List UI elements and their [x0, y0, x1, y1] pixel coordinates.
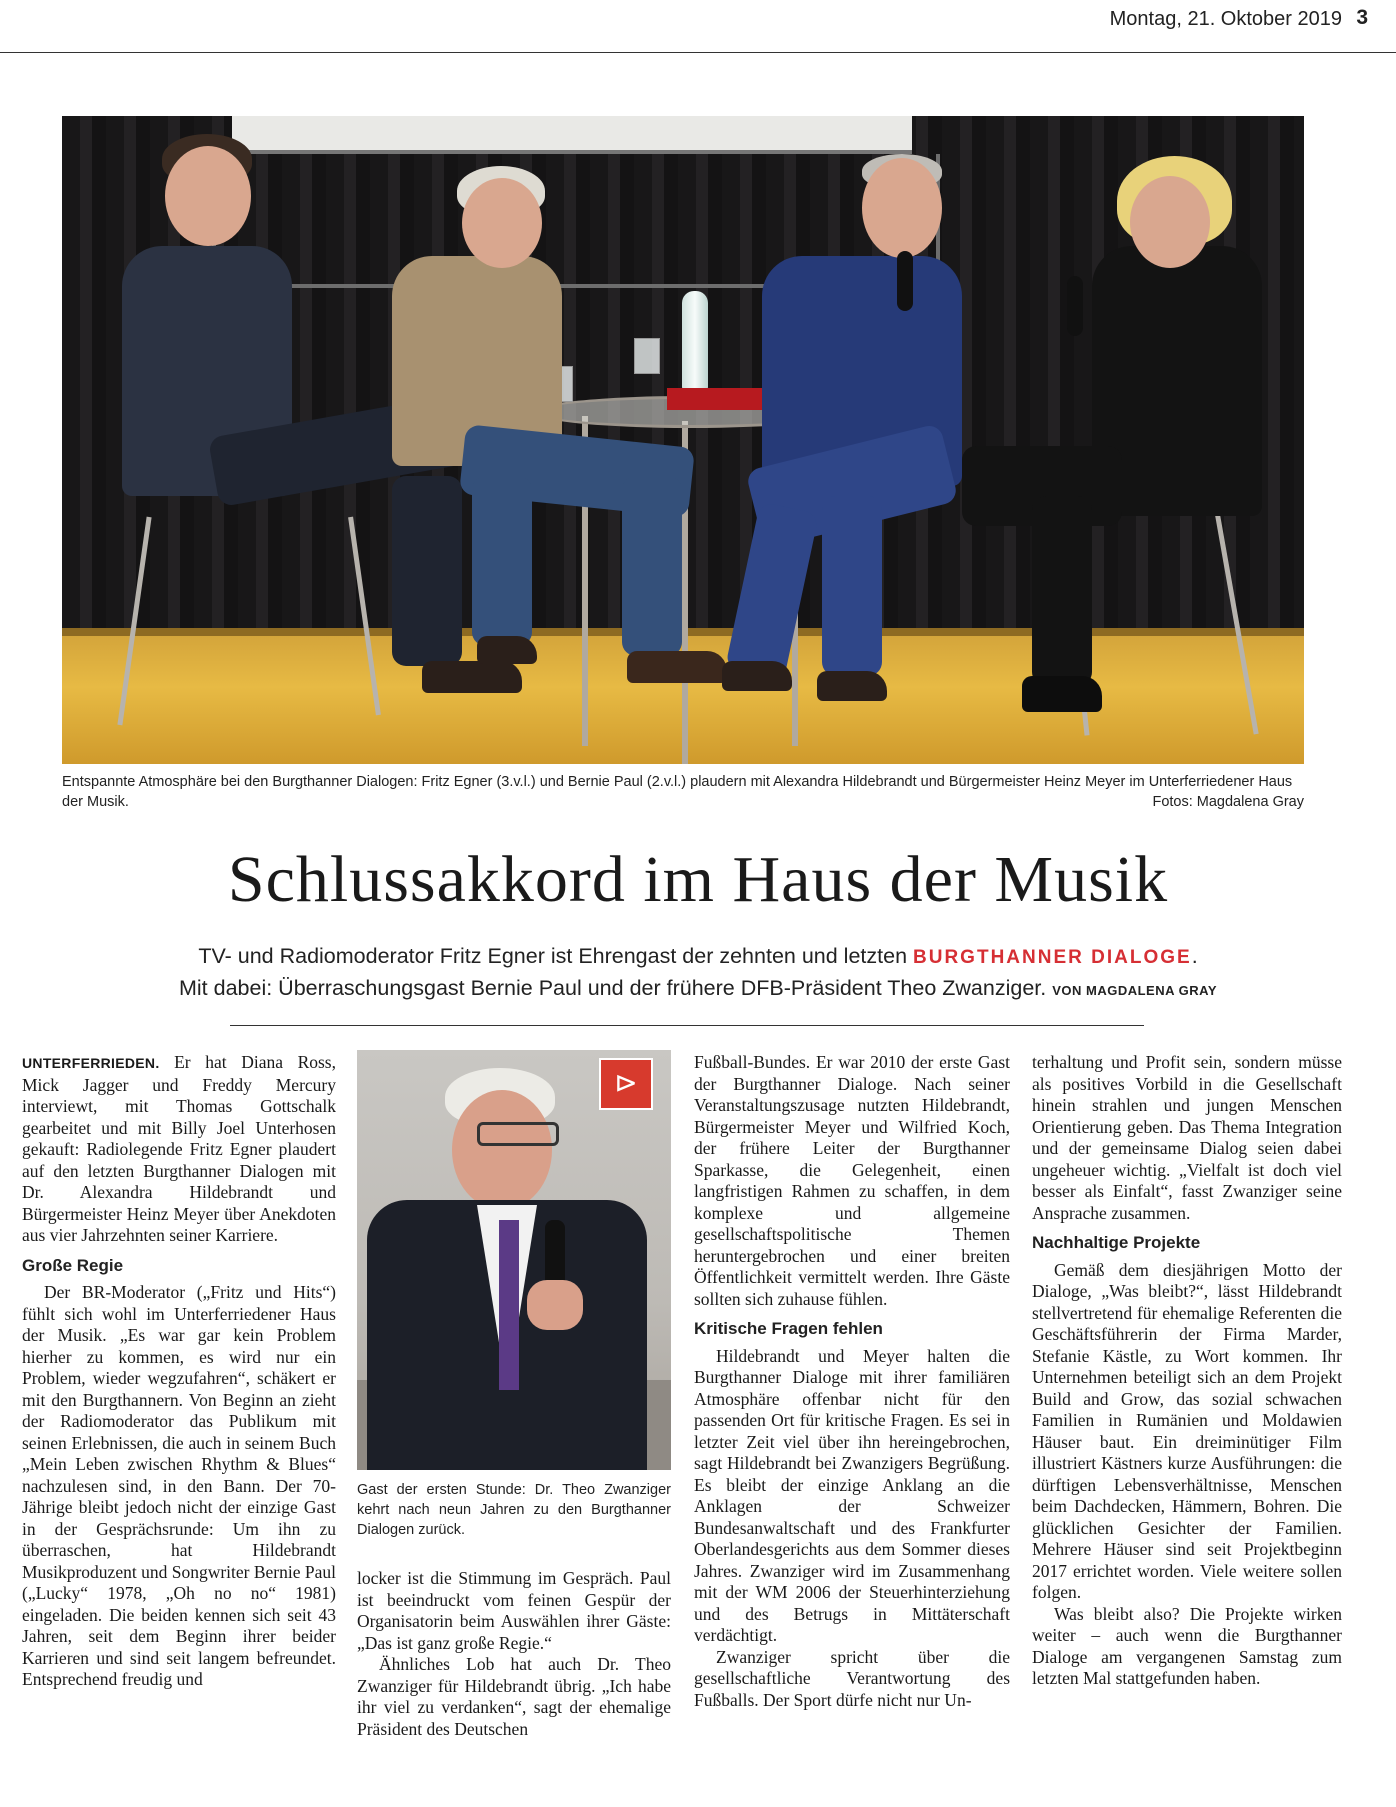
subheadline-line-1 — [0, 944, 1396, 969]
divider — [230, 1025, 1144, 1026]
article-column-4 — [1032, 1052, 1342, 1690]
paragraph: Der BR-Moderator („Fritz und Hits“) fühlt sich wohl im Unterferriedener Haus der Musik. „Es war gar kein Problem hierher zu kommen, es wird nur ein Problem, wieder wegzufahren“, schäkert er mit den Burgthannern. Von Beginn an zieht der Radiomoderator das Publikum mit seinen Erlebnissen, die auch in seinem Buch „Mein Leben zwischen Rhythm & Blues“ nachzulesen sind, in den Bann. Der 70-Jährige bleibt jedoch nicht der einzige Gast in der Gesprächsrunde: Um ihn zu überraschen, hat Hildebrandt Musikproduzent und Songwriter Bernie Paul („Lucky“ 1978, „Oh no no“ 1981) eingeladen. Die beiden kennen sich seit 43 Jahren, seit dem Beginn ihrer beider Karrieren und sind seit langem befreundet. Entsprechend freudig und — [22, 1282, 336, 1689]
subheading: Große Regie — [22, 1255, 124, 1275]
dateline: UNTERFERRIEDEN. — [22, 1055, 160, 1071]
paragraph: Ähnliches Lob hat auch Dr. Theo Zwanziger für Hildebrandt übrig. „Ich habe ihr viel zu verdanken“, sagt der ehemalige Präsident des Deutschen — [357, 1654, 671, 1739]
photo-credit: Fotos: Magdalena Gray — [1152, 794, 1304, 810]
book-stack — [667, 388, 767, 410]
water-bottle — [682, 291, 708, 391]
glasses-icon — [477, 1122, 559, 1146]
subheadline-line-2 — [0, 976, 1396, 1001]
issue-date: Montag, 21. Oktober 2019 — [1109, 8, 1342, 30]
brand-burgthanner-dialoge: BURGTHANNER DIALOGE — [913, 947, 1192, 968]
paragraph: Fußball-Bundes. Er war 2010 der erste Gast der Burgthanner Dialoge. Nach seiner Veranstaltungszusage nutzten Hildebrandt, Bürgermeister Meyer und Wilfried Koch, der frühere Leiter der Burgthanner Sparkasse, die Gelegenheit, einen langfristigen Rahmen zu schaffen, in dem komplexe und allgemeine gesellschaftspolitische Themen heruntergebrochen und einer breiten Öffentlichkeit vermittelt werden. Ihre Gäste sollten sich zuhause fühlen. — [694, 1052, 1010, 1309]
paragraph — [22, 1052, 336, 1247]
article-column-1 — [22, 1052, 336, 1691]
main-photo-caption — [62, 772, 1304, 812]
headline: Schlussakkord im Haus der Musik — [227, 843, 1169, 916]
subhead-text: TV- und Radiomoderator Fritz Egner ist Ehrengast der zehnten und letzten — [198, 944, 908, 968]
paragraph: Gemäß dem diesjährigen Motto der Dialoge, „Was bleibt?“, lässt Hildebrandt stellvertretend für ehemalige Referenten die Geschäftsführerin der Firma Marder, Stefanie Kästle, zu Wort kommen. Ihr Unternehmen beteiligt sich an dem Projekt Build and Grow, das sozial schwachen Familien in Rumänien und Moldawien Häuser baut. Ein dreiminütiger Film illustriert Kästners kurze Ausführungen: die dürftigen Lebensverhältnisse, Menschen beim Dachdecken, Hämmern, Bohren. Die glücklichen Gesichter der Familien. Mehrere Häuser sind seit Projektbeginn 2017 errichtet worden. Viele weitere sollen folgen. — [1032, 1259, 1342, 1602]
page-header — [0, 0, 1396, 53]
zwanziger-photo-caption: Gast der ersten Stunde: Dr. Theo Zwanziger kehrt nach neun Jahren zu den Burgthanner Dialogen zurück. — [357, 1482, 671, 1538]
byline: VON MAGDALENA GRAY — [1052, 983, 1217, 998]
paragraph: Zwanziger spricht über die gesellschaftliche Verantwortung des Fußballs. Der Sport dürfe nicht nur Un- — [694, 1646, 1010, 1710]
subhead-period: . — [1191, 944, 1198, 968]
tie — [499, 1220, 519, 1390]
paragraph: Hildebrandt und Meyer halten die Burgthanner Dialoge mit ihrer familiären Atmosphäre offenbar nicht für den passenden Ort für kritische Fragen. Es sei in letzter Zeit viel über ihn hereingebrochen, sagt Hildebrandt bei Zwanzigers Begrüßung. Es bleibt der einzige Anklang an die Anklagen der Schweizer Bundesanwaltschaft und des Frankfurter Oberlandesgerichts aus dem Sommer dieses Jahres. Zwanziger wird im Zusammenhang mit der WM 2006 der Steuerhinterziehung und des Betrugs in Mittäterschaft verdächtigt. — [694, 1345, 1010, 1645]
main-photo — [62, 116, 1304, 764]
subheading: Nachhaltige Projekte — [1032, 1233, 1201, 1252]
paragraph-text: Er hat Diana Ross, Mick Jagger und Freddy Mercury interviewt, mit Thomas Gottschalk gearbeitet und mit Billy Joel Unterhosen gekauft: Radiolegende Fritz Egner plaudert auf den letzten Burgthanner Dialogen mit Dr. Alexandra Hildebrandt und Bürgermeister Heinz Meyer über Anekdoten aus vier Jahrzehnten seiner Karriere. — [22, 1052, 336, 1245]
paragraph: locker ist die Stimmung im Gespräch. Paul ist beeindruckt vom feinen Gespür der Organisatorin beim Auswählen ihrer Gäste: „Das ist ganz große Regie.“ — [357, 1568, 671, 1653]
water-glass — [634, 338, 660, 374]
zwanziger-photo — [357, 1050, 671, 1470]
hand — [527, 1280, 583, 1330]
article-column-3 — [694, 1052, 1010, 1711]
head — [452, 1090, 552, 1210]
paragraph: terhaltung und Profit sein, sondern müsse als positives Vorbild in die Gesellschaft hinein strahlen und jungen Menschen Orientierung geben. Das Thema Integration und der gemeinsame Dialog seien dabei ungeheuer wichtig. „Vielfalt ist doch viel besser als Einfalt“, fasst Zwanziger seine Ansprache zusammen. — [1032, 1052, 1342, 1223]
subhead-text: Mit dabei: Überraschungsgast Bernie Paul und der frühere DFB-Präsident Theo Zwanziger. — [179, 976, 1047, 1000]
page-number: 3 — [1356, 6, 1368, 29]
projection-screen — [232, 116, 912, 154]
article-column-2 — [357, 1568, 671, 1740]
paragraph: Was bleibt also? Die Projekte wirken weiter – auch wenn die Burgthanner Dialoge am vergangenen Samstag zum letzten Mal stattgefunden haben. — [1032, 1603, 1342, 1688]
exit-sign-icon: ⊳ — [599, 1058, 653, 1110]
subheading: Kritische Fragen fehlen — [694, 1319, 883, 1338]
caption-text: Entspannte Atmosphäre bei den Burgthanner Dialogen: Fritz Egner (3.v.l.) und Bernie Paul (2.v.l.) plaudern mit Alexandra Hildebrandt und Bürgermeister Heinz Meyer im Unterferriedener Haus der Musik. — [62, 774, 1293, 810]
